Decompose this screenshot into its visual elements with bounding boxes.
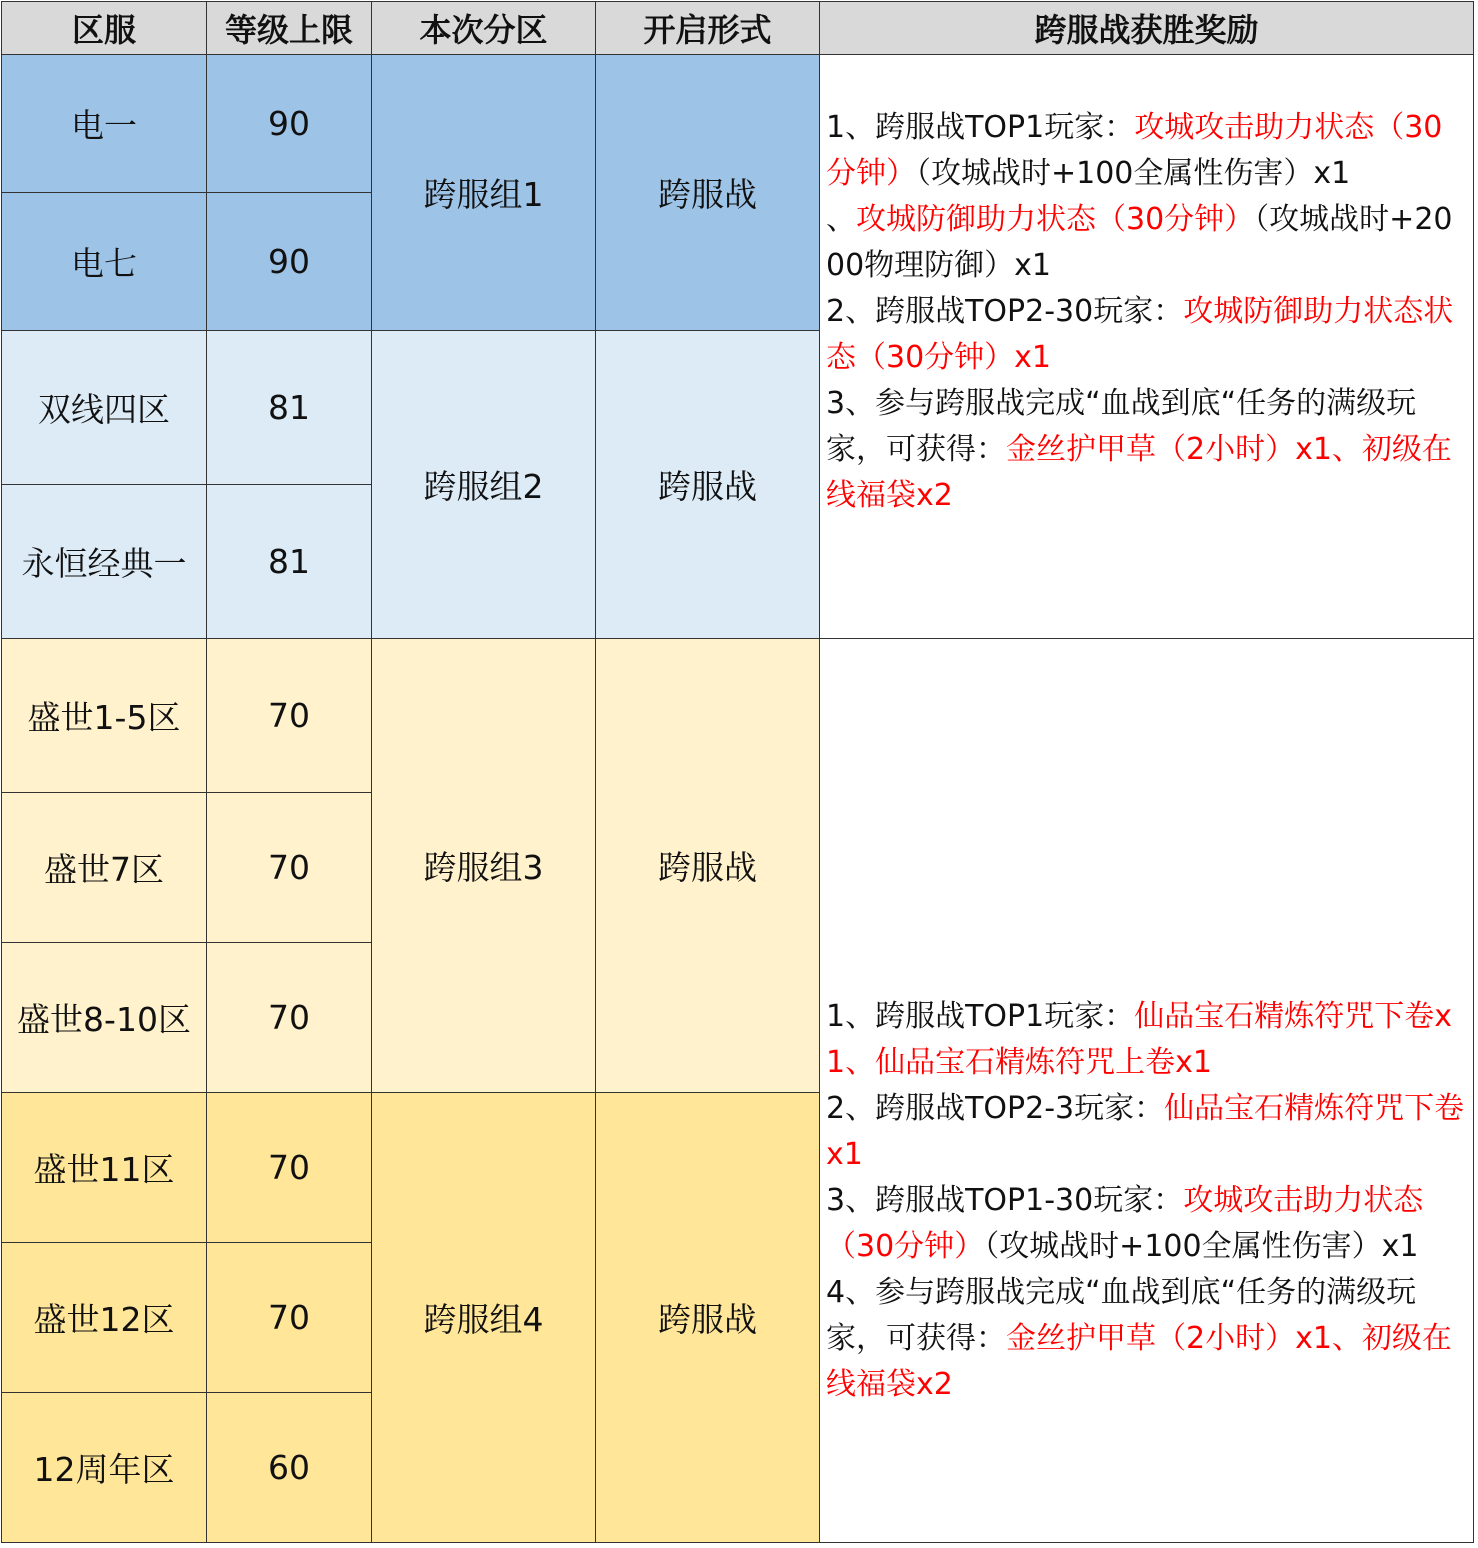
header-mode: 开启形式 <box>596 2 820 55</box>
cross-server-table <box>1 1 1474 1543</box>
mode-cell: 跨服战 <box>596 55 820 331</box>
server-cell: 电七 <box>2 193 207 331</box>
reward-line: 2、跨服战TOP2-3玩家：仙品宝石精炼符咒下卷x1 <box>826 1090 1465 1172</box>
reward-cell-2 <box>820 639 1474 1543</box>
level-cell: 90 <box>207 55 372 193</box>
group-cell: 跨服组4 <box>372 1093 596 1543</box>
reward-line: 3、参与跨服战完成“血战到底“任务的满级玩家，可获得：金丝护甲草（2小时）x1、初级在线福袋x2 <box>826 385 1452 513</box>
server-cell: 双线四区 <box>2 331 207 485</box>
group-cell: 跨服组1 <box>372 55 596 331</box>
reward-line: 1、跨服战TOP1玩家：攻城攻击助力状态（30分钟）（攻城战时+100全属性伤害）x1 <box>826 109 1443 191</box>
header-server: 区服 <box>2 2 207 55</box>
server-cell: 永恒经典一 <box>2 485 207 639</box>
mode-cell: 跨服战 <box>596 639 820 1093</box>
reward-line: 3、跨服战TOP1-30玩家：攻城攻击助力状态（30分钟）（攻城战时+100全属性伤害）x1 <box>826 1182 1424 1264</box>
level-cell: 70 <box>207 639 372 793</box>
reward-cell-1 <box>820 55 1474 639</box>
server-cell: 电一 <box>2 55 207 193</box>
reward-line: 4、参与跨服战完成“血战到底“任务的满级玩家，可获得：金丝护甲草（2小时）x1、初级在线福袋x2 <box>826 1274 1452 1402</box>
mode-cell: 跨服战 <box>596 331 820 639</box>
table-row <box>2 639 1474 793</box>
reward-spacer <box>826 519 1467 589</box>
level-cell: 81 <box>207 331 372 485</box>
server-cell: 盛世1-5区 <box>2 639 207 793</box>
level-cell: 70 <box>207 943 372 1093</box>
header-level-cap: 等级上限 <box>207 2 372 55</box>
level-cell: 60 <box>207 1393 372 1543</box>
header-row <box>2 2 1474 55</box>
reward-line: 、攻城防御助力状态（30分钟）（攻城战时+2000物理防御）x1 <box>826 201 1453 283</box>
group-cell: 跨服组3 <box>372 639 596 1093</box>
reward-line: 1、跨服战TOP1玩家：仙品宝石精炼符咒下卷x1、仙品宝石精炼符咒上卷x1 <box>826 998 1452 1080</box>
header-group: 本次分区 <box>372 2 596 55</box>
level-cell: 70 <box>207 1093 372 1243</box>
mode-cell: 跨服战 <box>596 1093 820 1543</box>
server-cell: 盛世12区 <box>2 1243 207 1393</box>
server-cell: 盛世7区 <box>2 793 207 943</box>
level-cell: 81 <box>207 485 372 639</box>
header-reward: 跨服战获胜奖励 <box>820 2 1474 55</box>
level-cell: 90 <box>207 193 372 331</box>
group-cell: 跨服组2 <box>372 331 596 639</box>
reward-spacer <box>826 774 1467 994</box>
server-cell: 盛世8-10区 <box>2 943 207 1093</box>
server-cell: 12周年区 <box>2 1393 207 1543</box>
level-cell: 70 <box>207 793 372 943</box>
table-row <box>2 55 1474 193</box>
reward-line: 2、跨服战TOP2-30玩家：攻城防御助力状态状态（30分钟）x1 <box>826 293 1454 375</box>
level-cell: 70 <box>207 1243 372 1393</box>
server-cell: 盛世11区 <box>2 1093 207 1243</box>
